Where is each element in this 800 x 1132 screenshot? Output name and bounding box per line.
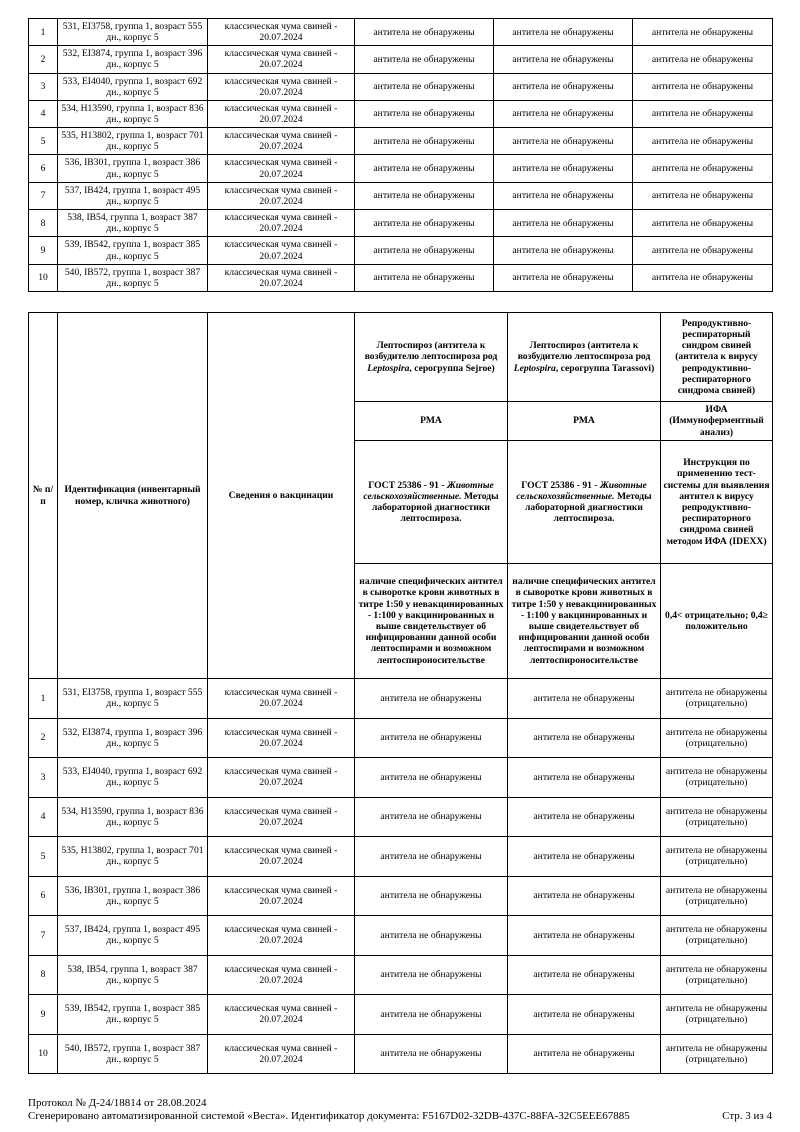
header-row-titles (29, 313, 773, 402)
animal-identification: 540, IB572, группа 1, возраст 387 дн., корпус 5 (58, 264, 208, 291)
animal-identification: 535, H13802, группа 1, возраст 701 дн., корпус 5 (58, 837, 208, 877)
row-number: 8 (29, 955, 58, 995)
gost-col3: Инструкция по применению тест-системы для выявления антител к вирусу репродуктивно-респираторного синдрома свиней методом ИФА (IDEXX) (661, 441, 773, 564)
result-prrs: антитела не обнаружены (отрицательно) (661, 955, 773, 995)
generated-by: Сгенерировано автоматизированной системой «Веста». Идентификатор документа: F5167D02-32DB-437C-88FA-32C5EEE67885 (28, 1110, 630, 1122)
vaccination-info: классическая чума свиней - 20.07.2024 (208, 264, 355, 291)
result-cell: антитела не обнаружены (633, 73, 773, 100)
header-leptospirosis-tarassovi: Лептоспироз (антитела к возбудителю лептоспироза род Leptospira, серогруппа Tarassovi) (508, 313, 661, 402)
result-leptospirosis-tarassovi: антитела не обнаружены (508, 955, 661, 995)
vaccination-info: классическая чума свиней - 20.07.2024 (208, 758, 355, 798)
header-prrs: Репродуктивно-респираторный синдром свиней (антитела к вирусу репродуктивно-респираторного синдрома свиней) (661, 313, 773, 402)
result-leptospirosis-sejroe: антитела не обнаружены (355, 797, 508, 837)
result-cell: антитела не обнаружены (355, 100, 494, 127)
table-row (29, 718, 773, 758)
result-leptospirosis-tarassovi: антитела не обнаружены (508, 837, 661, 877)
vaccination-info: классическая чума свиней - 20.07.2024 (208, 1034, 355, 1074)
result-leptospirosis-tarassovi: антитела не обнаружены (508, 995, 661, 1035)
row-number: 1 (29, 679, 58, 719)
result-leptospirosis-tarassovi: антитела не обнаружены (508, 679, 661, 719)
row-number: 1 (29, 19, 58, 46)
table-row (29, 758, 773, 798)
result-cell: антитела не обнаружены (494, 100, 633, 127)
animal-identification: 537, IB424, группа 1, возраст 495 дн., корпус 5 (58, 916, 208, 956)
result-cell: антитела не обнаружены (494, 46, 633, 73)
result-cell: антитела не обнаружены (494, 128, 633, 155)
row-number: 4 (29, 797, 58, 837)
vaccination-info: классическая чума свиней - 20.07.2024 (208, 237, 355, 264)
result-prrs: антитела не обнаружены (отрицательно) (661, 916, 773, 956)
protocol-number: Протокол № Д-24/18814 от 28.08.2024 (28, 1097, 207, 1109)
animal-identification: 532, EI3874, группа 1, возраст 396 дн., корпус 5 (58, 46, 208, 73)
vaccination-info: классическая чума свиней - 20.07.2024 (208, 955, 355, 995)
row-number: 2 (29, 46, 58, 73)
animal-identification: 534, H13590, группа 1, возраст 836 дн., корпус 5 (58, 100, 208, 127)
result-prrs: антитела не обнаружены (отрицательно) (661, 679, 773, 719)
animal-identification: 535, H13802, группа 1, возраст 701 дн., корпус 5 (58, 128, 208, 155)
result-leptospirosis-tarassovi: антитела не обнаружены (508, 1034, 661, 1074)
results-table (28, 312, 773, 1074)
table-row (29, 264, 773, 291)
results-table-continued (28, 18, 773, 292)
vaccination-info: классическая чума свиней - 20.07.2024 (208, 837, 355, 877)
row-number: 10 (29, 264, 58, 291)
row-number: 10 (29, 1034, 58, 1074)
page-number: Стр. 3 из 4 (722, 1110, 772, 1122)
vaccination-info: классическая чума свиней - 20.07.2024 (208, 19, 355, 46)
result-cell: антитела не обнаружены (355, 237, 494, 264)
table-row (29, 19, 773, 46)
result-leptospirosis-sejroe: антитела не обнаружены (355, 758, 508, 798)
row-number: 7 (29, 916, 58, 956)
table-row (29, 210, 773, 237)
table-row (29, 155, 773, 182)
result-prrs: антитела не обнаружены (отрицательно) (661, 837, 773, 877)
vaccination-info: классическая чума свиней - 20.07.2024 (208, 995, 355, 1035)
row-number: 2 (29, 718, 58, 758)
table-row (29, 955, 773, 995)
animal-identification: 533, EI4040, группа 1, возраст 692 дн., корпус 5 (58, 758, 208, 798)
row-number: 6 (29, 155, 58, 182)
result-leptospirosis-tarassovi: антитела не обнаружены (508, 718, 661, 758)
result-cell: антитела не обнаружены (494, 155, 633, 182)
result-cell: антитела не обнаружены (355, 19, 494, 46)
header-vaccination: Сведения о вакцинации (208, 313, 355, 679)
result-cell: антитела не обнаружены (355, 46, 494, 73)
result-leptospirosis-sejroe: антитела не обнаружены (355, 837, 508, 877)
table-row (29, 995, 773, 1035)
animal-identification: 536, IB301, группа 1, возраст 386 дн., корпус 5 (58, 876, 208, 916)
row-number: 6 (29, 876, 58, 916)
gost-col2: ГОСТ 25386 - 91 - Животные сельскохозяйственные. Методы лабораторной диагностики лептоспироза. (508, 441, 661, 564)
vaccination-info: классическая чума свиней - 20.07.2024 (208, 679, 355, 719)
row-number: 4 (29, 100, 58, 127)
result-cell: антитела не обнаружены (633, 19, 773, 46)
table-row (29, 237, 773, 264)
method-col1: РМА (355, 402, 508, 441)
result-cell: антитела не обнаружены (355, 155, 494, 182)
norm-col1: наличие специфических антител в сыворотке крови животных в титре 1:50 у невакцинированных - 1:100 у вакцинированных и выше свидетельствует об инфицировании данной особи лептоспирами и возможном лептоспироносительстве (355, 564, 508, 679)
result-leptospirosis-tarassovi: антитела не обнаружены (508, 758, 661, 798)
result-cell: антитела не обнаружены (355, 128, 494, 155)
animal-identification: 534, H13590, группа 1, возраст 836 дн., корпус 5 (58, 797, 208, 837)
method-col3: ИФА (Иммуноферментный анализ) (661, 402, 773, 441)
vaccination-info: классическая чума свиней - 20.07.2024 (208, 876, 355, 916)
vaccination-info: классическая чума свиней - 20.07.2024 (208, 73, 355, 100)
result-prrs: антитела не обнаружены (отрицательно) (661, 797, 773, 837)
result-cell: антитела не обнаружены (633, 46, 773, 73)
vaccination-info: классическая чума свиней - 20.07.2024 (208, 916, 355, 956)
result-prrs: антитела не обнаружены (отрицательно) (661, 758, 773, 798)
gost-col1: ГОСТ 25386 - 91 - Животные сельскохозяйственные. Методы лабораторной диагностики лептоспироза. (355, 441, 508, 564)
vaccination-info: классическая чума свиней - 20.07.2024 (208, 182, 355, 209)
result-cell: антитела не обнаружены (494, 182, 633, 209)
vaccination-info: классическая чума свиней - 20.07.2024 (208, 718, 355, 758)
header-identification: Идентификация (инвентарный номер, кличка животного) (58, 313, 208, 679)
norm-col3: 0,4< отрицательно; 0,4≥ положительно (661, 564, 773, 679)
result-leptospirosis-sejroe: антитела не обнаружены (355, 876, 508, 916)
table-row (29, 46, 773, 73)
result-prrs: антитела не обнаружены (отрицательно) (661, 1034, 773, 1074)
table-row (29, 100, 773, 127)
animal-identification: 533, EI4040, группа 1, возраст 692 дн., корпус 5 (58, 73, 208, 100)
vaccination-info: классическая чума свиней - 20.07.2024 (208, 797, 355, 837)
norm-col2: наличие специфических антител в сыворотке крови животных в титре 1:50 у невакцинированных - 1:100 у вакцинированных и выше свидетельствует об инфицировании данной особи лептоспирами и возможном лептоспироносительстве (508, 564, 661, 679)
row-number: 5 (29, 128, 58, 155)
result-leptospirosis-sejroe: антитела не обнаружены (355, 1034, 508, 1074)
result-cell: антитела не обнаружены (633, 182, 773, 209)
result-prrs: антитела не обнаружены (отрицательно) (661, 876, 773, 916)
result-leptospirosis-sejroe: антитела не обнаружены (355, 955, 508, 995)
animal-identification: 532, EI3874, группа 1, возраст 396 дн., корпус 5 (58, 718, 208, 758)
result-leptospirosis-sejroe: антитела не обнаружены (355, 718, 508, 758)
table-row (29, 679, 773, 719)
table-row (29, 916, 773, 956)
animal-identification: 539, IB542, группа 1, возраст 385 дн., корпус 5 (58, 237, 208, 264)
row-number: 7 (29, 182, 58, 209)
result-cell: антитела не обнаружены (355, 182, 494, 209)
table-row (29, 876, 773, 916)
row-number: 3 (29, 73, 58, 100)
result-cell: антитела не обнаружены (633, 237, 773, 264)
result-leptospirosis-tarassovi: антитела не обнаружены (508, 916, 661, 956)
result-cell: антитела не обнаружены (633, 155, 773, 182)
result-prrs: антитела не обнаружены (отрицательно) (661, 995, 773, 1035)
table-row (29, 1034, 773, 1074)
result-cell: антитела не обнаружены (633, 210, 773, 237)
result-cell: антитела не обнаружены (494, 264, 633, 291)
vaccination-info: классическая чума свиней - 20.07.2024 (208, 46, 355, 73)
vaccination-info: классическая чума свиней - 20.07.2024 (208, 210, 355, 237)
result-cell: антитела не обнаружены (494, 210, 633, 237)
result-cell: антитела не обнаружены (355, 264, 494, 291)
result-cell: антитела не обнаружены (494, 73, 633, 100)
vaccination-info: классическая чума свиней - 20.07.2024 (208, 100, 355, 127)
animal-identification: 538, IB54, группа 1, возраст 387 дн., корпус 5 (58, 955, 208, 995)
result-cell: антитела не обнаружены (633, 264, 773, 291)
result-cell: антитела не обнаружены (355, 210, 494, 237)
result-cell: антитела не обнаружены (355, 73, 494, 100)
method-col2: РМА (508, 402, 661, 441)
table-row (29, 837, 773, 877)
animal-identification: 540, IB572, группа 1, возраст 387 дн., корпус 5 (58, 1034, 208, 1074)
animal-identification: 537, IB424, группа 1, возраст 495 дн., корпус 5 (58, 182, 208, 209)
row-number: 3 (29, 758, 58, 798)
row-number: 9 (29, 995, 58, 1035)
result-leptospirosis-sejroe: антитела не обнаружены (355, 995, 508, 1035)
result-leptospirosis-tarassovi: антитела не обнаружены (508, 876, 661, 916)
table-row (29, 797, 773, 837)
animal-identification: 536, IB301, группа 1, возраст 386 дн., корпус 5 (58, 155, 208, 182)
table-row (29, 128, 773, 155)
animal-identification: 531, EI3758, группа 1, возраст 555 дн., корпус 5 (58, 19, 208, 46)
row-number: 5 (29, 837, 58, 877)
table-row (29, 73, 773, 100)
result-cell: антитела не обнаружены (633, 100, 773, 127)
animal-identification: 531, EI3758, группа 1, возраст 555 дн., корпус 5 (58, 679, 208, 719)
animal-identification: 539, IB542, группа 1, возраст 385 дн., корпус 5 (58, 995, 208, 1035)
vaccination-info: классическая чума свиней - 20.07.2024 (208, 155, 355, 182)
vaccination-info: классическая чума свиней - 20.07.2024 (208, 128, 355, 155)
result-leptospirosis-sejroe: антитела не обнаружены (355, 916, 508, 956)
header-leptospirosis-sejroe: Лептоспироз (антитела к возбудителю лептоспироза род Leptospira, серогруппа Sejroe) (355, 313, 508, 402)
result-leptospirosis-sejroe: антитела не обнаружены (355, 679, 508, 719)
row-number: 8 (29, 210, 58, 237)
result-prrs: антитела не обнаружены (отрицательно) (661, 718, 773, 758)
result-cell: антитела не обнаружены (494, 19, 633, 46)
table-row (29, 182, 773, 209)
row-number: 9 (29, 237, 58, 264)
result-cell: антитела не обнаружены (494, 237, 633, 264)
header-num: № п/п (29, 313, 58, 679)
result-cell: антитела не обнаружены (633, 128, 773, 155)
result-leptospirosis-tarassovi: антитела не обнаружены (508, 797, 661, 837)
animal-identification: 538, IB54, группа 1, возраст 387 дн., корпус 5 (58, 210, 208, 237)
